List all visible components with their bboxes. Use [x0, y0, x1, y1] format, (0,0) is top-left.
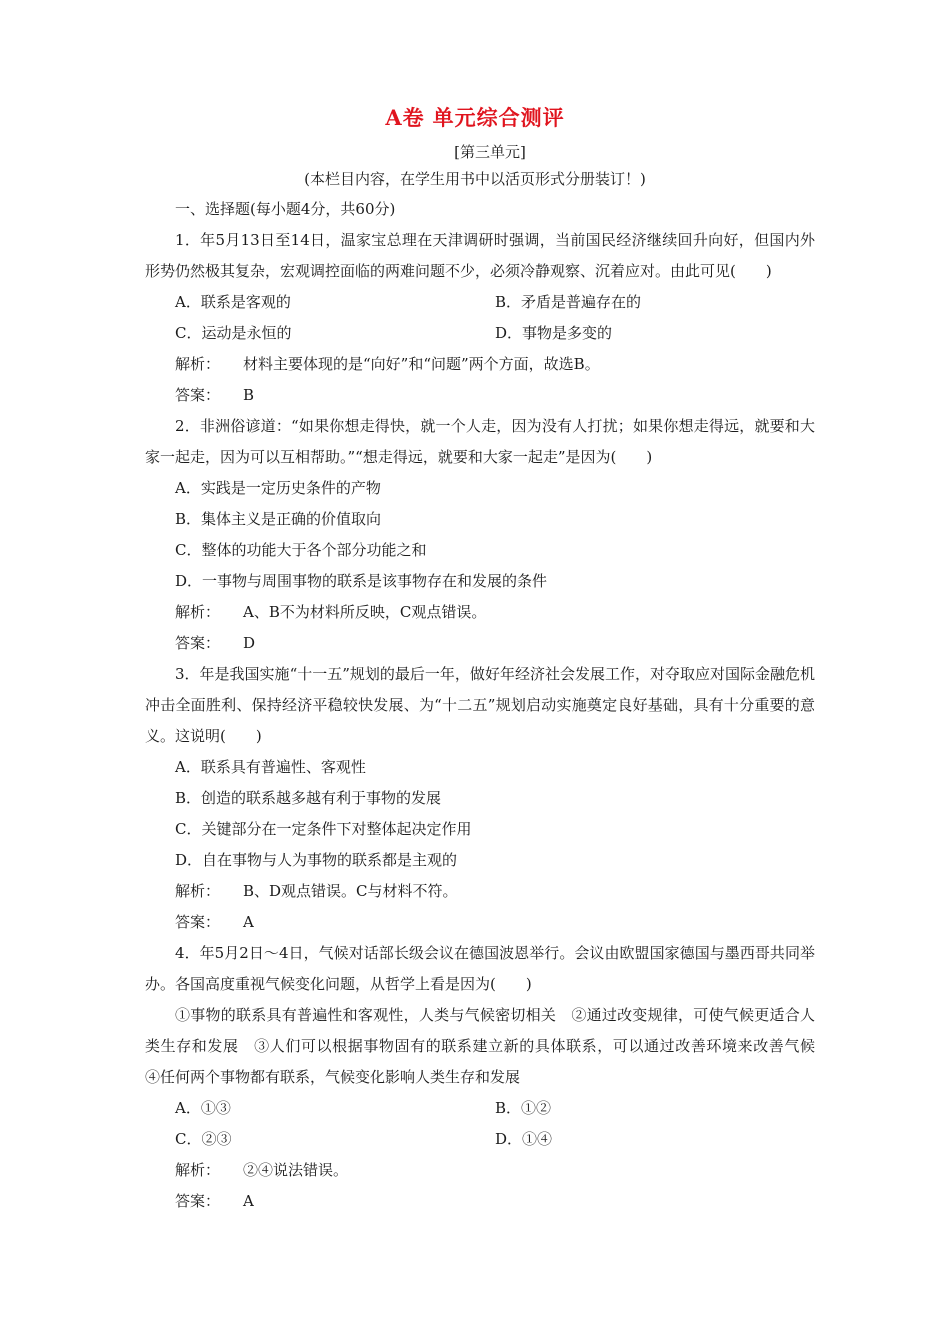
question-4-option-a: A．①③	[175, 1099, 231, 1117]
question-2-stem: 2．非洲俗谚道：“如果你想走得快，就一个人走，因为没有人打扰；如果你想走得远，就要和大家一起走，因为可以互相帮助。”“想走得远，就要和大家一起走”是因为( )	[145, 417, 815, 466]
question-3-option-c: C．关键部分在一定条件下对整体起决定作用	[175, 820, 472, 838]
analysis-text: 材料主要体现的是“向好”和“问题”两个方面，故选B。	[243, 355, 600, 373]
answer-label: 答案：	[175, 386, 221, 404]
question-4-option-b: B．①②	[495, 1099, 552, 1117]
question-4-options-row-1	[145, 1093, 815, 1124]
question-1-option-d: D．事物是多变的	[495, 324, 613, 342]
question-3-analysis	[145, 876, 815, 907]
question-list	[145, 194, 831, 1217]
question-2-option-b: B．集体主义是正确的价值取向	[175, 510, 382, 528]
question-1-stem: 1．年5月13日至14日，温家宝总理在天津调研时强调，当前国民经济继续回升向好，但国内外形势仍然极其复杂，宏观调控面临的两难问题不少，必须冷静观察、沉着应对。由此可见( )	[145, 231, 815, 280]
question-3-option-b: B．创造的联系越多越有利于事物的发展	[175, 789, 442, 807]
question-4-statements: ①事物的联系具有普遍性和客观性，人类与气候密切相关 ②通过改变规律，可使气候更适合人类生存和发展 ③人们可以根据事物固有的联系建立新的具体联系，可以通过改善环境来改善气候 ④任何两个事物都有联系，气候变化影响人类生存和发展	[145, 1006, 831, 1086]
binding-note: (本栏目内容，在学生用书中以活页形式分册装订！)	[304, 170, 646, 188]
question-2-option-c: C．整体的功能大于各个部分功能之和	[175, 541, 427, 559]
title-text: 单元综合测评	[432, 105, 565, 130]
question-3-answer	[145, 907, 815, 938]
answer-value: D	[243, 634, 256, 652]
question-4-answer	[145, 1186, 815, 1217]
analysis-label: 解析：	[175, 1161, 221, 1179]
analysis-text: ②④说法错误。	[243, 1161, 349, 1179]
question-2-option-a: A．实践是一定历史条件的产物	[175, 479, 381, 497]
question-4-analysis	[145, 1155, 815, 1186]
question-1-option-b: B．矛盾是普遍存在的	[495, 293, 642, 311]
answer-label: 答案：	[175, 913, 221, 931]
question-1-options-row-1	[145, 287, 815, 318]
question-1-option-c: C．运动是永恒的	[175, 324, 292, 342]
page-title	[0, 102, 950, 132]
question-2-analysis	[145, 597, 815, 628]
analysis-label: 解析：	[175, 603, 221, 621]
question-1-answer	[145, 380, 815, 411]
question-3-stem: 3．年是我国实施“十一五”规划的最后一年，做好年经济社会发展工作，对夺取应对国际金融危机冲击全面胜利、保持经济平稳较快发展、为“十二五”规划启动实施奠定良好基础，具有十分重要的意义。这说明( )	[145, 665, 815, 745]
section-heading: 一、选择题(每小题4分，共60分)	[175, 200, 396, 218]
question-2-answer	[145, 628, 815, 659]
answer-label: 答案：	[175, 1192, 221, 1210]
unit-label: [第三单元]	[454, 143, 526, 161]
answer-value: A	[243, 913, 254, 931]
question-4-options-row-2	[145, 1124, 815, 1155]
title-volume: A卷	[385, 105, 425, 130]
question-1-analysis	[145, 349, 815, 380]
answer-value: B	[243, 386, 255, 404]
question-3-option-d: D．自在事物与人为事物的联系都是主观的	[175, 851, 458, 869]
answer-label: 答案：	[175, 634, 221, 652]
question-1-options-row-2	[145, 318, 815, 349]
question-3-option-a: A．联系具有普遍性、客观性	[175, 758, 366, 776]
answer-value: A	[243, 1192, 254, 1210]
question-4-stem: 4．年5月2日～4日，气候对话部长级会议在德国波恩举行。会议由欧盟国家德国与墨西哥共同举办。各国高度重视气候变化问题，从哲学上看是因为( )	[145, 944, 815, 993]
analysis-text: B、D观点错误。C与材料不符。	[243, 882, 458, 900]
question-2-option-d: D．一事物与周围事物的联系是该事物存在和发展的条件	[175, 572, 548, 590]
question-1-option-a: A．联系是客观的	[175, 293, 291, 311]
analysis-label: 解析：	[175, 355, 221, 373]
analysis-text: A、B不为材料所反映，C观点错误。	[243, 603, 487, 621]
analysis-label: 解析：	[175, 882, 221, 900]
question-4-option-c: C．②③	[175, 1130, 232, 1148]
question-4-option-d: D．①④	[495, 1130, 553, 1148]
